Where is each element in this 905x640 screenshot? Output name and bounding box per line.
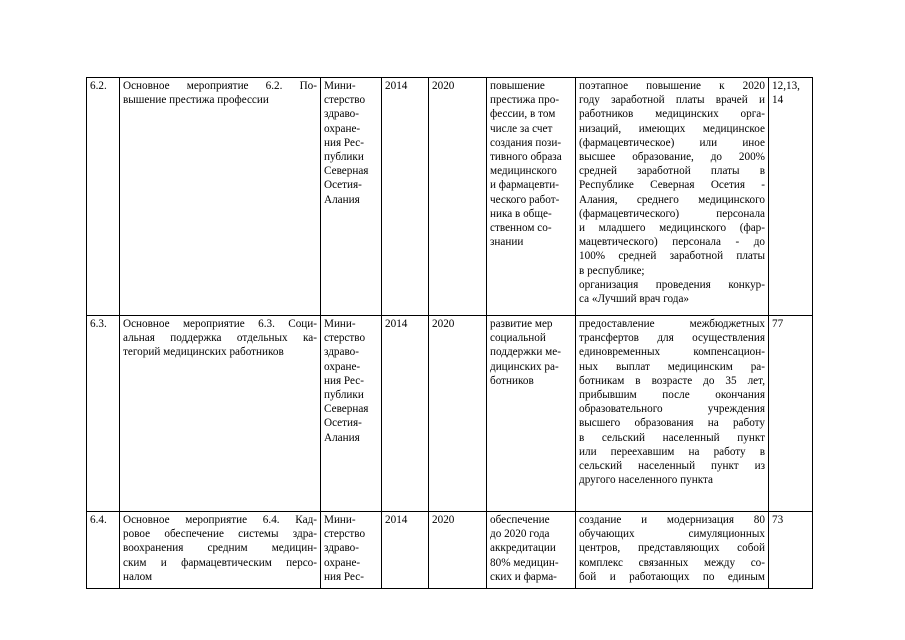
measures: создание и модернизация 80 обучающих симуляционных центров, представляющих собой комплекс связанных между со- бой и работающих по единым bbox=[576, 512, 769, 589]
start-year: 2014 bbox=[382, 512, 429, 589]
executor: Мини- стерство здраво- охране- ния Рес- публики Северная Осетия- Алания bbox=[321, 78, 382, 316]
row-number: 6.2. bbox=[87, 78, 120, 316]
table-row-6-2 bbox=[87, 78, 813, 316]
row-number: 6.3. bbox=[87, 316, 120, 512]
end-year: 2020 bbox=[429, 316, 487, 512]
measures: предоставление межбюджетных трансфертов для осуществления единовременных компенсацион- ных выплат медицинским ра- ботникам в возрасте до 35 лет, прибывшим после окончания образовательного учреждения высшего образования на работу в сельский населенный пункт или переехавшим на работу в сельский населенный пункт из другого населенного пункта bbox=[576, 316, 769, 512]
measures: поэтапное повышение к 2020 году заработной платы врачей и работников медицинских орга- низаций, имеющих медицинское (фармацевтическое) или иное высшее образование, до 200% средней заработной платы в Республике Северная Осетия - Алания, среднего медицинского (фармацевтического) персонала и младшего медицинского (фар- мацевтического) персонала - до 100% средней заработной платы в республике; организация проведения конкур- са «Лучший врач года» bbox=[576, 78, 769, 316]
executor: Мини- стерство здраво- охране- ния Рес- bbox=[321, 512, 382, 589]
end-year: 2020 bbox=[429, 78, 487, 316]
event-name: Основное мероприятие 6.4. Кад- ровое обеспечение системы здра- воохранения средним медицин- ским и фармацевтическим персо- налом bbox=[120, 512, 321, 589]
row-number: 6.4. bbox=[87, 512, 120, 589]
table-row-6-3 bbox=[87, 316, 813, 512]
event-name: Основное мероприятие 6.2. По- вышение престижа профессии bbox=[120, 78, 321, 316]
indicator-numbers: 73 bbox=[769, 512, 813, 589]
table-row-6-4 bbox=[87, 512, 813, 589]
indicator-numbers: 77 bbox=[769, 316, 813, 512]
start-year: 2014 bbox=[382, 316, 429, 512]
expected-result: развитие мер социальной поддержки ме- дицинских ра- ботников bbox=[487, 316, 576, 512]
start-year: 2014 bbox=[382, 78, 429, 316]
program-table bbox=[86, 77, 813, 589]
executor: Мини- стерство здраво- охране- ния Рес- публики Северная Осетия- Алания bbox=[321, 316, 382, 512]
end-year: 2020 bbox=[429, 512, 487, 589]
expected-result: обеспечение до 2020 года аккредитации 80% медицин- ских и фарма- bbox=[487, 512, 576, 589]
indicator-numbers: 12,13, 14 bbox=[769, 78, 813, 316]
expected-result: повышение престижа про- фессии, в том числе за счет создания пози- тивного образа медицинского и фармацевти- ческого работ- ника в обще- ственном со- знании bbox=[487, 78, 576, 316]
event-name: Основное мероприятие 6.3. Соци- альная поддержка отдельных ка- тегорий медицинских работников bbox=[120, 316, 321, 512]
